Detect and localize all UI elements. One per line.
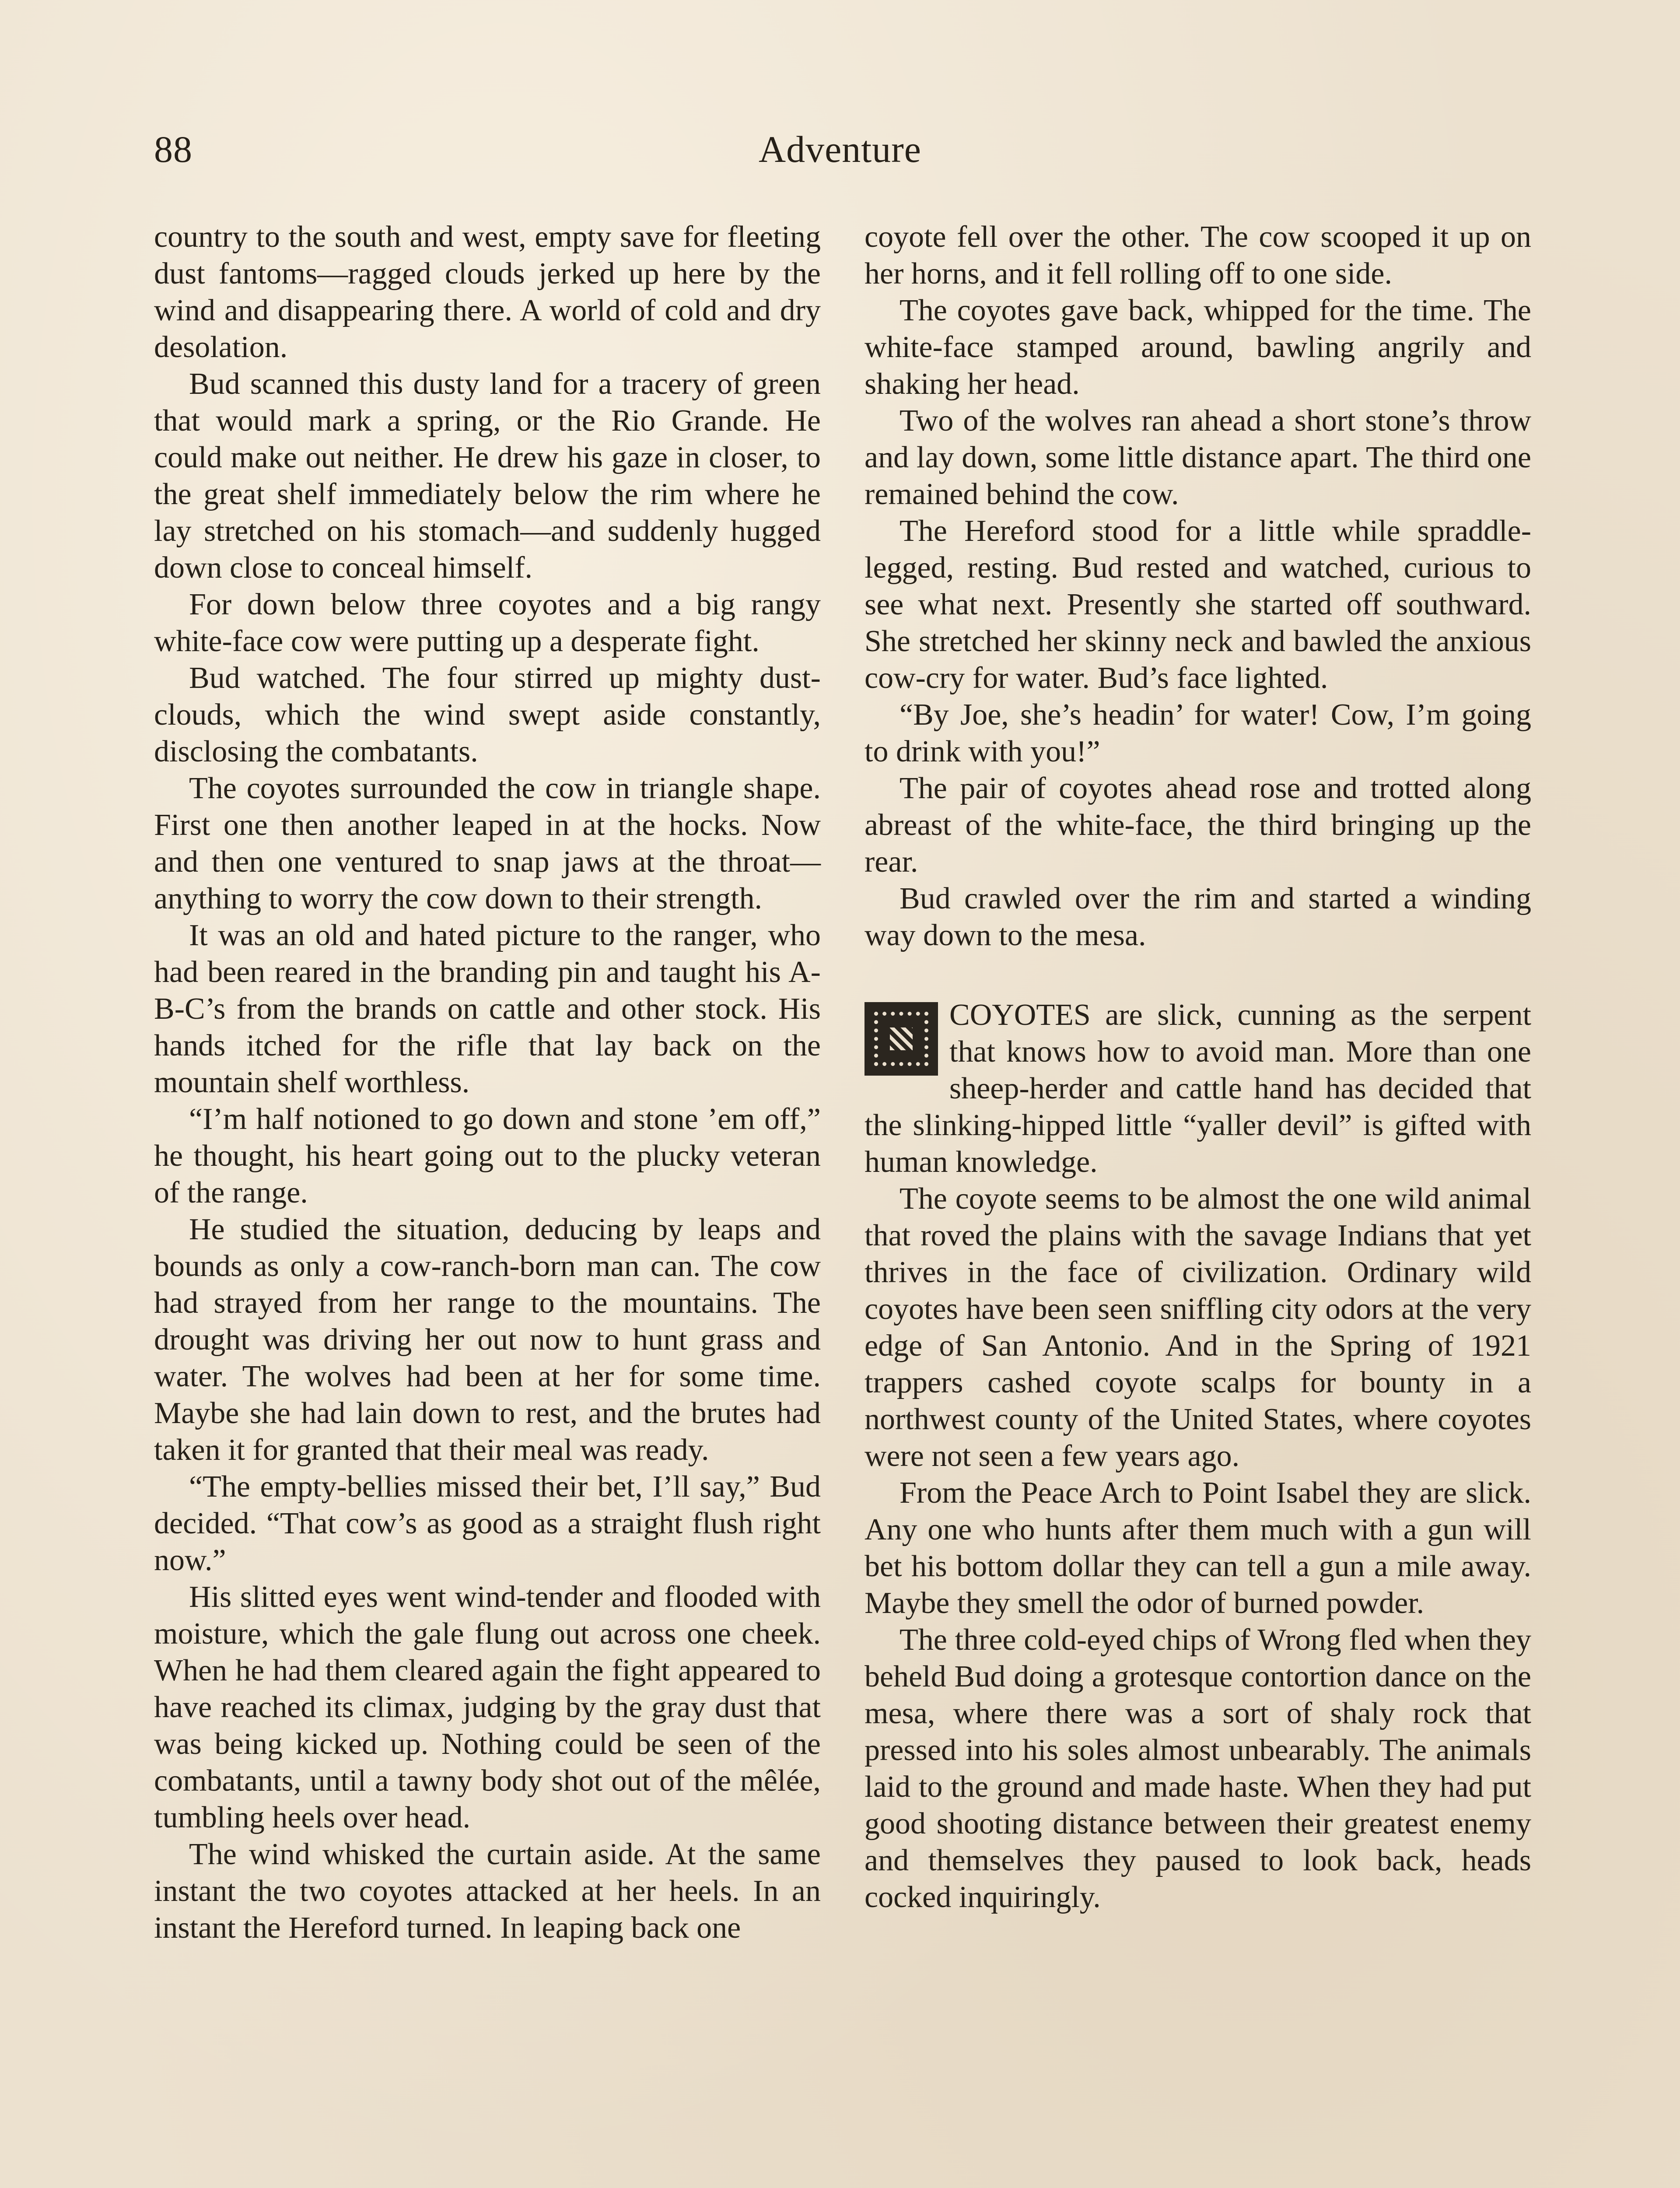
section-opening-text: COYOTES are slick, cunning as the serpent that knows how to avoid man. More than one sheep-herder and cattle hand has decided that the slinking-hipped little “yaller devil” is gifted with human knowledge.	[864, 998, 1531, 1179]
paragraph: “I’m half notioned to go down and stone ’em off,” he thought, his heart going out to the plucky veteran of the range.	[154, 1102, 821, 1210]
paragraph: Bud crawled over the rim and started a winding way down to the mesa.	[864, 882, 1531, 952]
paragraph: The coyote seems to be almost the one wild animal that roved the plains with the savage Indians that yet thrives in the face of civilization. Ordinary wild coyotes have been seen sniffling city odors at the very edge of San Antonio. And in the Spring of 1921 trappers cashed coyote scalps for bounty in a northwest county of the United States, where coyotes were not seen a few years ago.	[864, 1182, 1531, 1473]
paragraph: The Hereford stood for a little while spraddle-legged, resting. Bud rested and watched, curious to see what next. Presently she started off southward. She stretched her skinny neck and bawled the anxious cow-cry for water. Bud’s face lighted.	[864, 514, 1531, 695]
left-text-column	[154, 219, 821, 1946]
paragraph: Bud watched. The four stirred up mighty dust-clouds, which the wind swept aside constantly, disclosing the combatants.	[154, 661, 821, 768]
paragraph: From the Peace Arch to Point Isabel they are slick. Any one who hunts after them much with a gun will bet his bottom dollar they can tell a gun a mile away. Maybe they smell the odor of burned powder.	[864, 1476, 1531, 1620]
paragraph: country to the south and west, empty save for fleeting dust fantoms—ragged clouds jerked up here by the wind and disappearing there. A world of cold and dry desolation.	[154, 220, 821, 364]
paragraph: His slitted eyes went wind-tender and flooded with moisture, which the gale flung out across one cheek. When he had them cleared again the fight appeared to have reached its climax, judging by the gray dust that was being kicked up. Nothing could be seen of the combatants, until a tawny body shot out of the mêlée, tumbling heels over head.	[154, 1580, 821, 1834]
paragraph: The three cold-eyed chips of Wrong fled when they beheld Bud doing a grotesque contortion dance on the mesa, where there was a sort of shaly rock that pressed into his soles almost unbearably. The animals laid to the ground and made haste. When they had put good shooting distance between their greatest enemy and themselves they paused to look back, heads cocked inquiringly.	[864, 1623, 1531, 1914]
paragraph: It was an old and hated picture to the ranger, who had been reared in the branding pin and taught his A-B-C’s from the brands on cattle and other stock. His hands itched for the rifle that lay back on the mountain shelf worthless.	[154, 919, 821, 1099]
running-head-title: Adventure	[759, 128, 921, 170]
paragraph: The pair of coyotes ahead rose and trotted along abreast of the white-face, the third bringing up the rear.	[864, 771, 1531, 879]
page-number: 88	[154, 128, 192, 170]
paragraph: “The empty-bellies missed their bet, I’ll say,” Bud decided. “That cow’s as good as a straight flush right now.”	[154, 1470, 821, 1577]
paragraph: Bud scanned this dusty land for a tracery of green that would mark a spring, or the Rio Grande. He could make out neither. He drew his gaze in closer, to the great shelf immediately below the rim where he lay stretched on his stomach—and suddenly hugged down close to conceal himself.	[154, 367, 821, 585]
paragraph: The wind whisked the curtain aside. At the same instant the two coyotes attacked at her heels. In an instant the Hereford turned. In leaping back one	[154, 1837, 821, 1945]
paragraph: Two of the wolves ran ahead a short stone’s throw and lay down, some little distance apart. The third one remained behind the cow.	[864, 404, 1531, 511]
paragraph: He studied the situation, deducing by leaps and bounds as only a cow-ranch-born man can. The cow had strayed from her range to the mountains. The drought was driving her out now to hunt grass and water. The wolves had been at her for some time. Maybe she had lain down to rest, and the brutes had taken it for granted that their meal was ready.	[154, 1213, 821, 1467]
section-opening-paragraph	[864, 997, 1531, 1181]
ornamental-drop-cap-icon	[864, 1002, 938, 1076]
paragraph: The coyotes gave back, whipped for the time. The white-face stamped around, bawling angrily and shaking her head.	[864, 294, 1531, 401]
paragraph: “By Joe, she’s headin’ for water! Cow, I’m going to drink with you!”	[864, 698, 1531, 768]
right-text-column	[864, 219, 1531, 1916]
paragraph: The coyotes surrounded the cow in triangle shape. First one then another leaped in at the hocks. Now and then one ventured to snap jaws at the throat—anything to worry the cow down to their strength.	[154, 771, 821, 915]
paragraph: For down below three coyotes and a big rangy white-face cow were putting up a desperate fight.	[154, 588, 821, 658]
paragraph: coyote fell over the other. The cow scooped it up on her horns, and it fell rolling off to one side.	[864, 220, 1531, 291]
